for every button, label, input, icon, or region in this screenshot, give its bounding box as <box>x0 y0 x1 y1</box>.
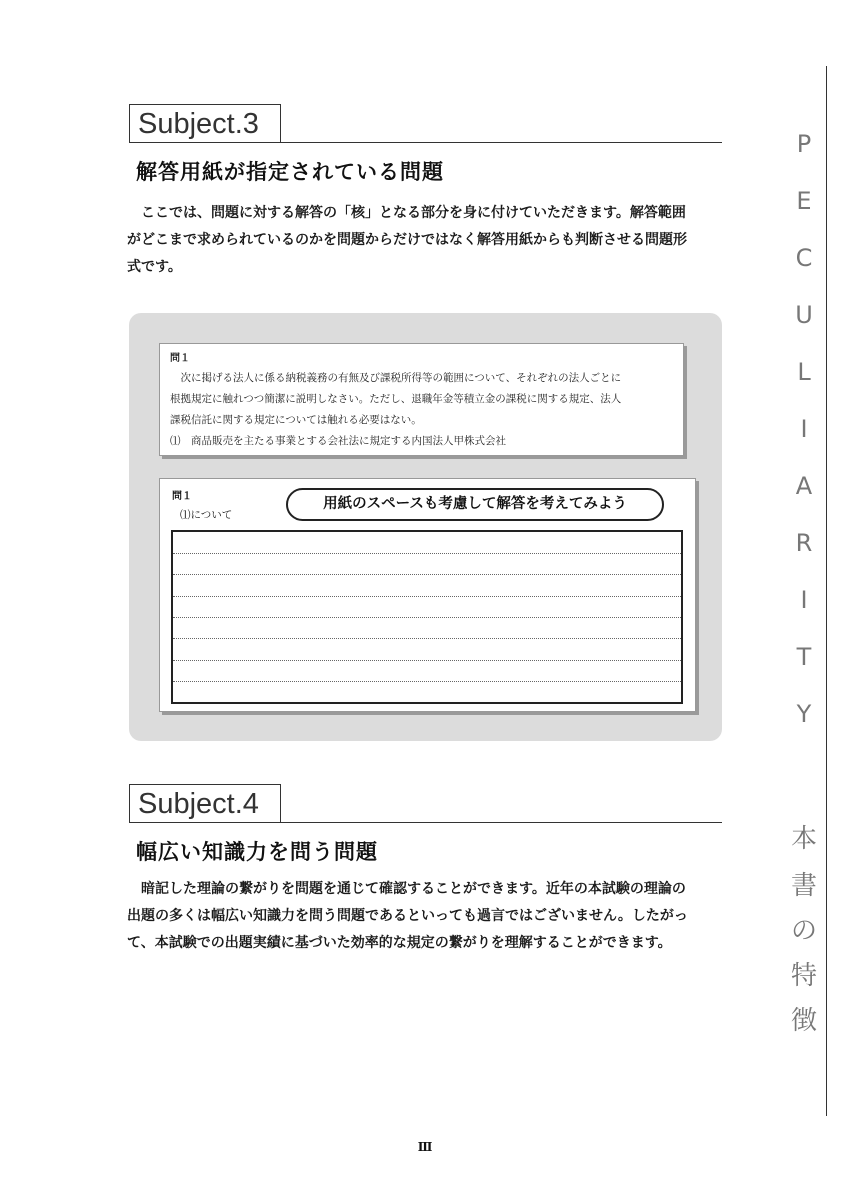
side-rule <box>826 66 827 1116</box>
subject-4-body-line-3: て、本試験での出題実績に基づいた効率的な規定の繋がりを理解することができます。 <box>127 935 672 951</box>
side-letter-y: Y <box>796 700 812 728</box>
side-kanji-5: 徴 <box>790 1006 817 1036</box>
subject-4-body <box>127 876 727 957</box>
side-letter-a: A <box>795 472 813 500</box>
side-letter-t: T <box>796 643 812 671</box>
question-box <box>159 343 684 456</box>
subject-4-body-line-1: 暗記した理論の繋がりを問題を通じて確認することができます。近年の本試験の理論の <box>141 881 686 897</box>
side-letter-l: L <box>797 358 811 386</box>
side-letter-p: P <box>796 130 812 158</box>
subject-3-body-line-3: 式です。 <box>127 259 182 275</box>
subject-4-rule <box>129 822 722 823</box>
page-number: Ⅲ <box>417 1140 433 1154</box>
side-kanji-4: 特 <box>790 961 817 991</box>
question-line-1: 次に掲げる法人に係る納税義務の有無及び課税所得等の範囲について、それぞれの法人ごとに <box>180 372 622 384</box>
hint-bubble: 用紙のスペースも考慮して解答を考えてみよう <box>286 488 664 521</box>
answer-sheet <box>159 478 696 712</box>
side-letter-e: E <box>796 187 812 215</box>
subject-3-title: 解答用紙が指定されている問題 <box>136 160 444 184</box>
subject-3-label: Subject.3 <box>129 104 281 142</box>
side-kanji-1: 本 <box>790 824 817 854</box>
subject-4-label: Subject.4 <box>129 784 281 822</box>
side-letter-i-2: I <box>800 586 808 614</box>
subject-3-rule <box>129 142 722 143</box>
question-line-2: 根拠規定に触れつつ簡潔に説明しなさい。ただし、退職年金等積立金の課税に関する規定、法人 <box>170 393 622 405</box>
subject-3-body <box>127 200 727 281</box>
side-kanji-2: 書 <box>790 871 817 901</box>
side-letter-u: U <box>795 301 813 329</box>
question-line-3: 課税信託に関する規定については触れる必要はない。 <box>170 414 422 426</box>
answer-heading: 問１ <box>172 491 192 502</box>
subject-3-body-line-1: ここでは、問題に対する解答の「核」となる部分を身に付けていただきます。解答範囲 <box>141 205 686 221</box>
answer-lines <box>171 530 683 704</box>
subject-3-body-line-2: がどこまで求められているのかを問題からだけではなく解答用紙からも判断させる問題形 <box>127 232 687 248</box>
side-letter-r: R <box>795 529 813 557</box>
side-letter-i: I <box>800 415 808 443</box>
question-line-4: ⑴ 商品販売を主たる事業とする会社法に規定する内国法人甲株式会社 <box>170 435 506 447</box>
question-heading: 問１ <box>170 353 190 364</box>
subject-4-title: 幅広い知識力を問う問題 <box>136 840 378 864</box>
side-kanji-3: の <box>790 916 817 946</box>
side-letter-c: C <box>795 244 813 272</box>
subject-4-body-line-2: 出題の多くは幅広い知識力を問う問題であるといっても過言ではございません。したがっ <box>127 908 688 924</box>
answer-subheading: ⑴について <box>180 509 233 521</box>
